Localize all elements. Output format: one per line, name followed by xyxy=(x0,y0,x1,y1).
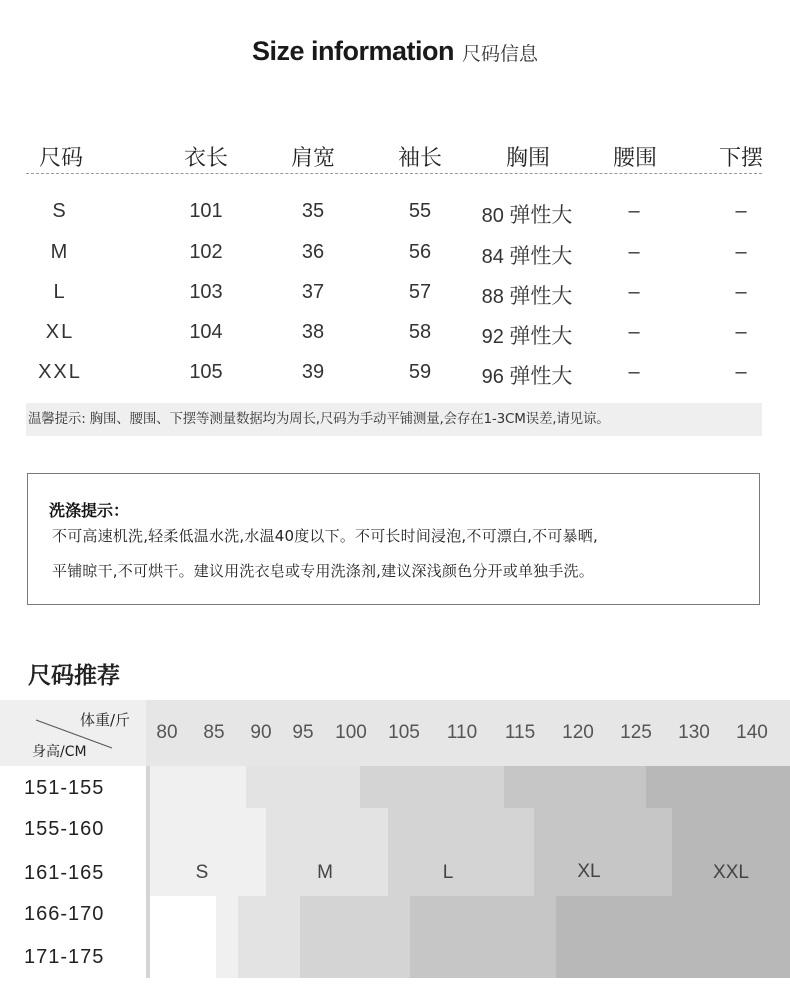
row-shoulder: 39 xyxy=(301,361,325,383)
weight-label: 85 xyxy=(203,722,225,743)
corner-height-label: 身高/CM xyxy=(32,744,87,760)
row-length: 103 xyxy=(189,281,223,303)
height-label: 161-165 xyxy=(24,862,105,884)
page-title xyxy=(0,36,790,67)
row-length: 105 xyxy=(189,361,223,383)
zone-label-s: S xyxy=(195,862,209,883)
height-label: 155-160 xyxy=(24,818,105,840)
weight-label: 100 xyxy=(335,722,367,743)
recommend-title: 尺码推荐 xyxy=(28,663,120,689)
zone-xl-low xyxy=(504,896,556,978)
weight-label: 90 xyxy=(250,722,272,743)
zone-l-low xyxy=(360,896,410,978)
zone-m-edge xyxy=(216,896,238,978)
zone-l-step xyxy=(360,808,388,896)
header-waist: 腰围 xyxy=(612,146,658,171)
row-hem: – xyxy=(735,321,747,343)
wash-line-1: 不可高速机洗,轻柔低温水洗,水温40度以下。不可长时间浸泡,不可漂白,不可暴晒, xyxy=(52,527,598,545)
row-chest xyxy=(482,199,573,229)
zone-xl xyxy=(504,766,646,808)
corner-cell xyxy=(0,700,146,766)
row-hem: – xyxy=(735,200,747,222)
zone-m-step xyxy=(246,808,266,896)
header-chest: 胸围 xyxy=(505,146,551,171)
header-size: 尺码 xyxy=(38,146,84,171)
row-hem: – xyxy=(735,281,747,303)
zone-xxl-step xyxy=(646,808,672,896)
row-chest-value: 88 xyxy=(481,286,504,308)
zone-m-shade xyxy=(300,896,360,978)
row-sleeve: 57 xyxy=(408,281,432,303)
zone-label-xl: XL xyxy=(577,861,601,882)
header-sleeve: 袖长 xyxy=(397,146,443,171)
weight-label: 80 xyxy=(156,722,178,743)
row-length: 102 xyxy=(189,241,223,263)
header-divider xyxy=(26,173,762,174)
corner-weight-label: 体重/斤 xyxy=(80,711,131,729)
weight-label: 125 xyxy=(620,722,652,743)
row-waist: – xyxy=(628,241,640,263)
zone-label-m: M xyxy=(317,862,333,883)
row-shoulder: 35 xyxy=(301,200,325,222)
row-chest-note: 弹性大 xyxy=(509,364,573,388)
row-shoulder: 37 xyxy=(301,281,325,303)
header-shoulder: 肩宽 xyxy=(290,146,336,171)
weight-label: 130 xyxy=(678,722,710,743)
row-size: L xyxy=(53,281,67,303)
row-shoulder: 38 xyxy=(301,321,325,343)
row-size: XXL xyxy=(38,361,82,383)
row-waist: – xyxy=(628,361,640,383)
row-size: XL xyxy=(45,321,75,343)
zone-label-l: L xyxy=(442,862,454,883)
row-sleeve: 56 xyxy=(408,241,432,263)
header-length: 衣长 xyxy=(183,146,229,171)
zone-m-low xyxy=(238,896,300,936)
height-label: 151-155 xyxy=(24,777,105,799)
row-size: M xyxy=(50,241,70,263)
wash-instructions-box xyxy=(27,473,760,605)
row-hem: – xyxy=(735,241,747,263)
row-chest-value: 92 xyxy=(481,326,504,348)
zone-l-shade xyxy=(410,896,504,978)
wash-title: 洗涤提示： xyxy=(49,501,130,520)
row-chest-value: 80 xyxy=(481,205,504,227)
weight-label: 110 xyxy=(446,722,478,743)
zone-l xyxy=(360,766,504,808)
row-chest xyxy=(482,240,573,270)
row-chest-note: 弹性大 xyxy=(509,203,573,227)
weight-label: 120 xyxy=(562,722,594,743)
zone-m-mid xyxy=(266,808,360,896)
row-chest xyxy=(482,360,573,390)
height-label: 171-175 xyxy=(24,946,105,968)
zone-xl-shade xyxy=(556,896,646,978)
zone-m-base xyxy=(238,936,300,978)
header-hem: 下摆 xyxy=(718,146,764,171)
row-waist: – xyxy=(628,200,640,222)
title-cn: 尺码信息 xyxy=(462,43,539,65)
row-hem: – xyxy=(735,361,747,383)
row-length: 101 xyxy=(189,200,223,222)
row-sleeve: 55 xyxy=(408,200,432,222)
weight-label: 115 xyxy=(504,722,536,743)
row-length: 104 xyxy=(189,321,223,343)
row-waist: – xyxy=(628,321,640,343)
row-shoulder: 36 xyxy=(301,241,325,263)
row-chest-note: 弹性大 xyxy=(509,284,573,308)
wash-line-2: 平铺晾干,不可烘干。建议用洗衣皂或专用洗涤剂,建议深浅颜色分开或单独手洗。 xyxy=(52,562,594,580)
zone-m xyxy=(246,766,360,808)
row-chest xyxy=(482,320,573,350)
row-chest-value: 96 xyxy=(481,366,504,388)
row-chest xyxy=(482,280,573,310)
zone-s-lower xyxy=(150,896,216,978)
row-chest-value: 84 xyxy=(481,246,504,268)
row-waist: – xyxy=(628,281,640,303)
zone-label-xxl: XXL xyxy=(713,862,749,883)
measurement-tip: 温馨提示: 胸围、腰围、下摆等测量数据均为周长,尺码为手动平铺测量,会存在1-3CM误差,请见谅。 xyxy=(26,403,762,436)
row-size: S xyxy=(52,200,68,222)
row-sleeve: 58 xyxy=(408,321,432,343)
row-chest-note: 弹性大 xyxy=(509,244,573,268)
weight-label: 140 xyxy=(736,722,768,743)
weight-label: 95 xyxy=(292,722,314,743)
height-label: 166-170 xyxy=(24,903,105,925)
title-en: Size information xyxy=(251,36,454,66)
zone-xl-step xyxy=(504,808,534,896)
row-sleeve: 59 xyxy=(408,361,432,383)
weight-label: 105 xyxy=(388,722,420,743)
row-chest-note: 弹性大 xyxy=(509,324,573,348)
